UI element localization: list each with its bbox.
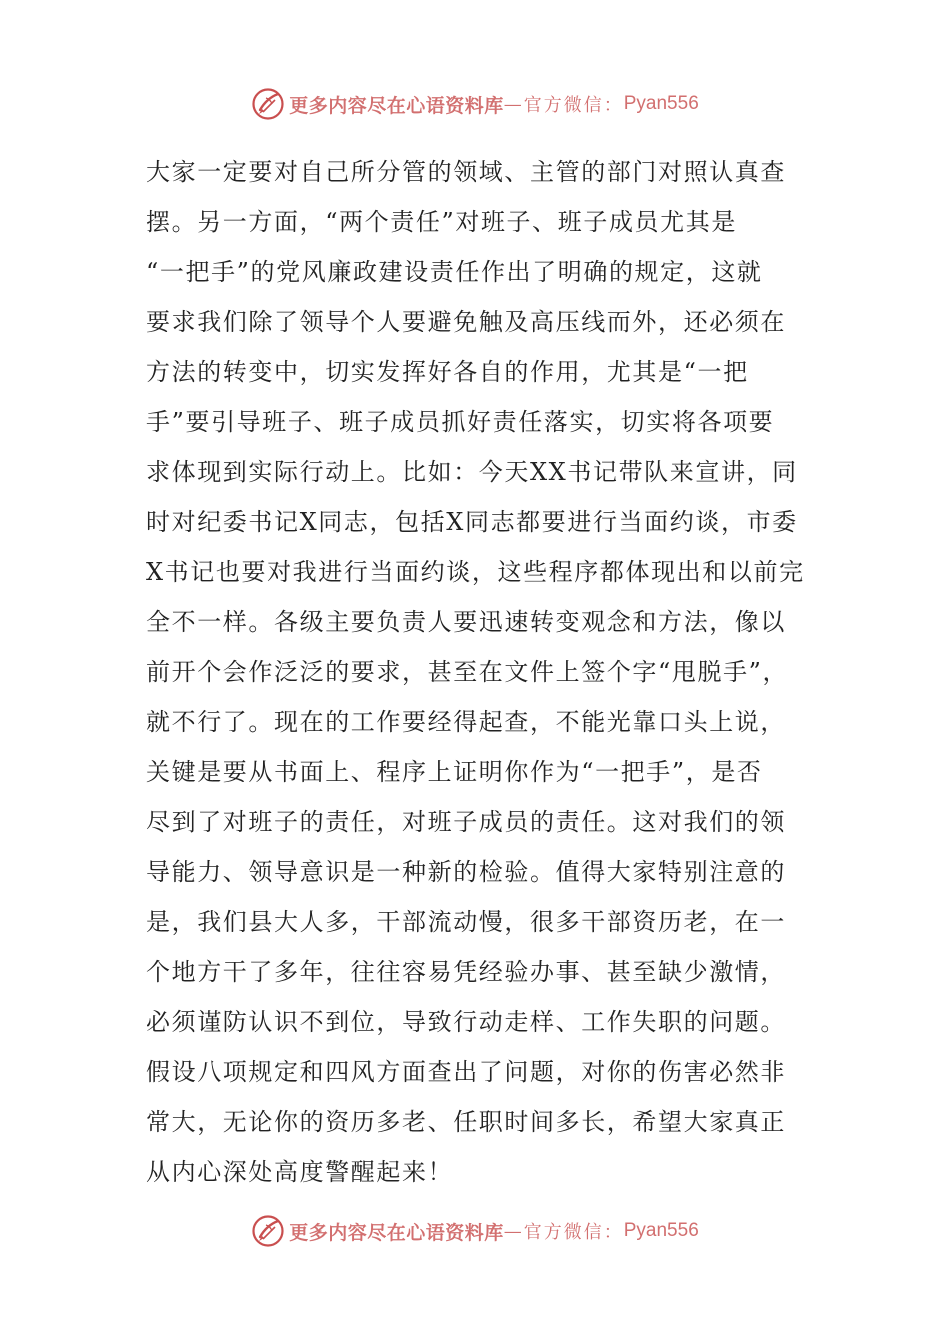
text-line: 摆。另一方面，“两个责任”对班子、班子成员尤其是	[146, 208, 737, 236]
text-line: “一把手”的党风廉政建设责任作出了明确的规定，这就	[146, 258, 763, 286]
text-line: 关键是要从书面上、程序上证明你作为“一把手”，是否	[146, 758, 763, 786]
text-line: X书记也要对我进行当面约谈，这些程序都体现出和以前完	[146, 558, 805, 586]
text-line: 是，我们县大人多，干部流动慢，很多干部资历老，在一	[146, 908, 786, 936]
text-line: 尽到了对班子的责任，对班子成员的责任。这对我们的领	[146, 808, 786, 836]
text-line: 常大，无论你的资历多老、任职时间多长，希望大家真正	[146, 1108, 786, 1136]
text-line: 求体现到实际行动上。比如：今天XX书记带队来宣讲，同	[146, 458, 798, 486]
banner-title: 更多内容尽在心语资料库	[289, 94, 504, 117]
text-line: 就不行了。现在的工作要经得起查，不能光靠口头上说，	[146, 708, 786, 736]
text-line: 全不一样。各级主要负责人要迅速转变观念和方法，像以	[146, 608, 786, 636]
banner-wechat-label: 官方微信：	[523, 95, 624, 116]
text-line: 个地方干了多年，往往容易凭经验办事、甚至缺少激情，	[146, 958, 786, 986]
text-line: 大家一定要对自己所分管的领域、主管的部门对照认真查	[146, 158, 786, 186]
header-banner	[0, 84, 950, 124]
text-line: 时对纪委书记X同志，包括X同志都要进行当面约谈，市委	[146, 508, 798, 536]
banner-title: 更多内容尽在心语资料库	[289, 1221, 504, 1244]
banner-dash: —	[503, 93, 524, 115]
text-line: 手”要引导班子、班子成员抓好责任落实，切实将各项要	[146, 408, 775, 436]
text-line: 从内心深处高度警醒起来！	[146, 1158, 454, 1186]
footer-banner	[0, 1211, 950, 1251]
text-line: 前开个会作泛泛的要求，甚至在文件上签个字“甩脱手”，	[146, 658, 789, 686]
pen-circle-logo-icon	[251, 87, 285, 121]
banner-wechat-id: Pyan556	[623, 93, 699, 114]
text-line: 假设八项规定和四风方面查出了问题，对你的伤害必然非	[146, 1058, 786, 1086]
text-line: 要求我们除了领导个人要避免触及高压线而外，还必须在	[146, 308, 786, 336]
banner-dash: —	[503, 1220, 524, 1242]
banner-wechat-id: Pyan556	[623, 1220, 699, 1241]
document-body	[146, 150, 806, 1200]
text-line: 必须谨防认识不到位，导致行动走样、工作失职的问题。	[146, 1008, 786, 1036]
text-line: 方法的转变中，切实发挥好各自的作用，尤其是“一把	[146, 358, 749, 386]
pen-circle-logo-icon	[251, 1214, 285, 1248]
text-line: 导能力、领导意识是一种新的检验。值得大家特别注意的	[146, 858, 786, 886]
banner-wechat-label: 官方微信：	[523, 1222, 624, 1243]
